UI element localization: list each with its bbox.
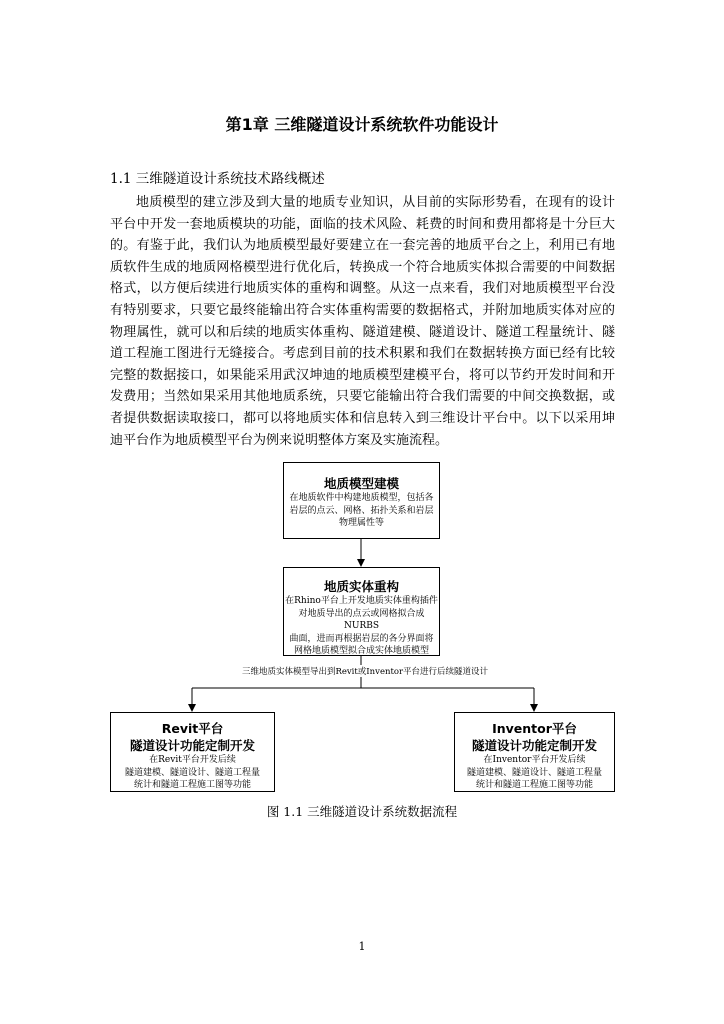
paragraph-line: 有特别要求，只要它最终能输出符合实体重构需要的数据格式，并附加地质实体对应的	[110, 302, 615, 318]
box-title: Revit平台	[161, 721, 224, 736]
chapter-title: 第1章 三维隧道设计系统软件功能设计	[225, 115, 499, 134]
paragraph-line: 者提供数据读取接口，都可以将地质实体和信息转入到三维设计平台中。以下以采用坤	[110, 410, 615, 426]
box-desc-line: 在Revit平台开发后续	[149, 755, 236, 765]
flow-box-geology-modeling	[283, 462, 440, 539]
section-heading: 1.1 三维隧道设计系统技术路线概述	[110, 171, 325, 187]
box-title: 隧道设计功能定制开发	[471, 738, 597, 753]
paragraph-line: 迪平台作为地质模型平台为例来说明整体方案及实施流程。	[110, 432, 449, 448]
paragraph-line: 物理属性，就可以和后续的地质实体重构、隧道建模、隧道设计、隧道工程量统计、隧	[110, 324, 615, 340]
box-desc-line: 在Inventor平台开发后续	[483, 755, 586, 765]
box-desc-line: 对地质导出的点云或网格拟合成NURBS	[298, 608, 425, 631]
paragraph-line: 质软件生成的地质网格模型进行优化后，转换成一个符合地质实体拟合需要的中间数据	[110, 259, 615, 275]
box-desc-line: 隧道建模、隧道设计、隧道工程量	[466, 767, 602, 778]
box-desc-line: 物理属性等	[338, 518, 384, 528]
paragraph-line: 完整的数据接口，如果能采用武汉坤迪的地质模型建模平台，将可以节约开发时间和开	[110, 367, 615, 383]
box-desc-line: 岩层的点云、网格、拓扑关系和岩层	[289, 505, 434, 516]
flow-edge-label: 三维地质实体模型导出到Revit或Inventor平台进行后续隧道设计	[235, 665, 495, 677]
box-desc-line: 在Rhino平台上开发地质实体重构插件	[285, 596, 438, 606]
box-title: Inventor平台	[492, 721, 577, 736]
paragraph-line: 格式，以方便后续进行地质实体的重构和调整。从这一点来看，我们对地质模型平台没	[110, 281, 615, 297]
flow-box-inventor	[454, 712, 615, 792]
figure-caption: 图 1.1 三维隧道设计系统数据流程	[266, 804, 458, 819]
box-desc-line: 在地质软件中构建地质模型，包括各	[289, 493, 434, 503]
box-desc-line: 隧道建模、隧道设计、隧道工程量	[124, 767, 260, 778]
paragraph-line: 平台中开发一套地质模块的功能，面临的技术风险、耗费的时间和费用都将是十分巨大	[110, 216, 615, 232]
box-title: 隧道设计功能定制开发	[129, 738, 255, 753]
box-desc-line: 统计和隧道工程施工图等功能	[475, 780, 593, 790]
paragraph-line: 地质模型的建立涉及到大量的地质专业知识，从目前的实际形势看，在现有的设计	[136, 195, 615, 210]
paragraph-line: 发费用；当然如果采用其他地质系统，只要它能输出符合我们需要的中间交换数据，或	[110, 389, 615, 405]
paragraph-line: 的。有鉴于此，我们认为地质模型最好要建立在一套完善的地质平台之上，利用已有地	[110, 238, 615, 254]
paragraph-line: 道工程施工图进行无缝接合。考虑到目前的技术积累和我们在数据转换方面已经有比较	[110, 346, 615, 362]
box-desc-line: 网格地质模型拟合成实体地质模型	[293, 646, 429, 656]
flow-box-geology-reconstruction	[283, 567, 440, 656]
box-desc-line: 曲面，进而再根据岩层的各分界面将	[289, 633, 434, 644]
page-number: 1	[358, 940, 366, 953]
flow-box-revit	[110, 712, 275, 792]
box-title: 地质实体重构	[323, 579, 399, 594]
box-title: 地质模型建模	[323, 476, 399, 491]
box-desc-line: 统计和隧道工程施工图等功能	[133, 780, 251, 790]
